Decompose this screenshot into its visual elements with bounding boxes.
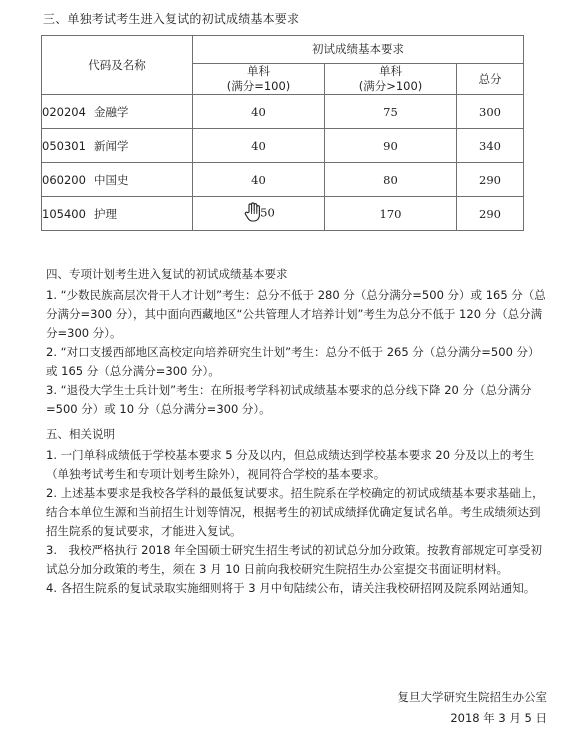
total-cell: 340 [457,129,524,163]
header-single-100 [193,64,325,95]
section3-title: 三、单独考试考生进入复试的初试成绩基本要求 [43,12,300,26]
section4 [46,265,546,419]
single-gt100-cell: 80 [325,163,457,197]
table-row [42,163,524,197]
single-100-cell: 40 [193,163,325,197]
section5-item-2: 2. 上述基本要求是我校各学科的最低复试要求。招生院系在学校确定的初试成绩基本要求基础上，结合本单位生源和当前招生计划等情况，根据考生的初试成绩择优确定复试名单。考生成绩须达到招生院系的复试要求，才能进入复试。 [46,486,544,538]
total-cell: 290 [457,197,524,231]
subject-name: 中国史 [94,172,129,187]
header-single-gt100 [325,64,457,95]
score-requirements-table [41,35,524,231]
table-row [42,129,524,163]
subject-code: 060200 [42,172,86,187]
section4-title: 四、专项计划考生进入复试的初试成绩基本要求 [46,267,288,281]
section4-item-2: 2. “对口支援西部地区高校定向培养研究生计划”考生：总分不低于 265 分（总分满分=500 分）或 165 分（总分满分=300 分）。 [46,345,540,378]
single-gt100-cell: 170 [325,197,457,231]
single-gt100-cell: 90 [325,129,457,163]
code-name-cell [42,197,193,231]
single-100-cell [193,197,325,231]
total-cell: 290 [457,163,524,197]
signature-date: 2018 年 3 月 5 日 [450,711,547,725]
section4-item-1: 1. “少数民族高层次骨干人才计划”考生：总分不低于 280 分（总分满分=500 分）或 165 分（总分满分=300 分），其中面向西藏地区“公共管理人才培养计划”考生为总分不低于 120 分（总分满分=300 分）。 [46,288,546,340]
code-name-cell [42,129,193,163]
subject-code: 105400 [42,206,86,221]
code-name-cell [42,95,193,129]
subject-code: 020204 [42,104,86,119]
section4-item-3: 3. “退役大学生士兵计划”考生：在所报考学科初试成绩基本要求的总分线下降 20 分（总分满分=500 分）或 10 分（总分满分=300 分）。 [46,383,532,416]
signature-office: 复旦大学研究生院招生办公室 [397,690,547,704]
table-row [42,197,524,231]
header-total: 总分 [457,64,524,95]
total-cell: 300 [457,95,524,129]
single-100-value: 50 [260,205,275,220]
header-single-100-line2: (满分=100) [226,79,291,93]
header-single-gt100-line2: (满分>100) [358,79,423,93]
header-single-100-line1: 单科 [247,64,270,78]
section5 [46,425,546,598]
single-100-cell: 40 [193,95,325,129]
header-initial-requirements: 初试成绩基本要求 [193,36,524,64]
single-100-cell: 40 [193,129,325,163]
section5-item-3: 3. 我校严格执行 2018 年全国硕士研究生招生考试的初试总分加分政策。按教育部规定可享受初试总分加分政策的考生，须在 3 月 10 日前向我校研究生院招生办公室提交书面证明材料。 [46,543,543,576]
header-single-gt100-line1: 单科 [379,64,402,78]
section5-item-1: 1. 一门单科成绩低于学校基本要求 5 分及以内，但总成绩达到学校基本要求 20 分及以上的考生（单独考试考生和专项计划考生除外），视同符合学校的基本要求。 [46,448,535,481]
subject-name: 护理 [94,206,117,221]
subject-code: 050301 [42,138,86,153]
code-name-cell [42,163,193,197]
single-gt100-cell: 75 [325,95,457,129]
section5-title: 五、相关说明 [46,427,115,441]
table-row [42,95,524,129]
section5-item-4: 4. 各招生院系的复试录取实施细则将于 3 月中旬陆续公布，请关注我校研招网及院系网站通知。 [46,581,536,595]
subject-name: 金融学 [94,104,129,119]
subject-name: 新闻学 [94,138,129,153]
header-code-name: 代码及名称 [42,36,193,95]
